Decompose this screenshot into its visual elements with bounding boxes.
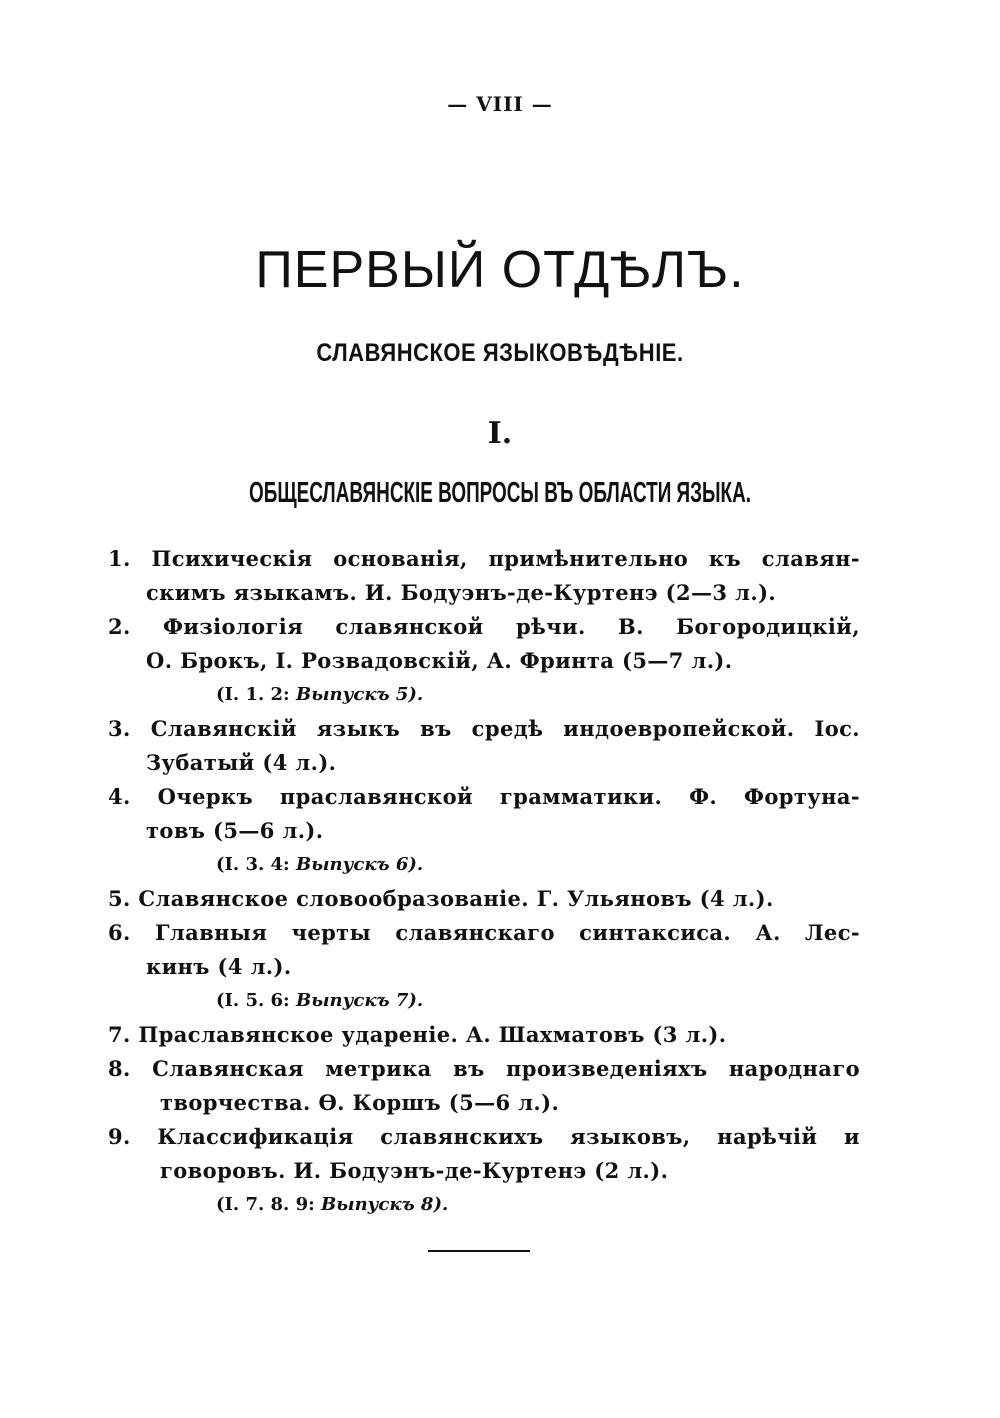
volume-ref-issue: Выпускъ 6). bbox=[295, 854, 424, 875]
entry-line: О. Брокъ, І. Розвадовскій, А. Фринта (5—7 л.). bbox=[146, 648, 733, 673]
volume-reference bbox=[108, 848, 860, 882]
entry-line: 3. Славянскій языкъ въ средѣ индоевропейской. Іос. bbox=[108, 716, 860, 741]
contents-entry bbox=[108, 882, 860, 916]
entry-line: 9. Классификація славянскихъ языковъ, нарѣчій и bbox=[108, 1124, 860, 1149]
volume-ref-issue: Выпускъ 5). bbox=[295, 684, 424, 705]
entry-line: Зубатый (4 л.). bbox=[146, 750, 337, 775]
entry-line: товъ (5—6 л.). bbox=[146, 818, 324, 843]
entry-line: 2. Физіологія славянской рѣчи. В. Богородицкій, bbox=[108, 614, 860, 639]
entry-line: 5. Славянское словообразованіе. Г. Ульяновъ (4 л.). bbox=[108, 886, 774, 911]
entry-line: кинъ (4 л.). bbox=[146, 954, 292, 979]
contents-entry bbox=[108, 542, 860, 610]
volume-reference bbox=[108, 1188, 860, 1222]
volume-ref-issue: Выпускъ 7). bbox=[295, 990, 424, 1011]
contents-entry bbox=[108, 1052, 860, 1120]
contents-entry bbox=[108, 1018, 860, 1052]
entry-line: 6. Главныя черты славянскаго синтаксиса. А. Лес- bbox=[108, 920, 860, 945]
volume-ref-issue: Выпускъ 8). bbox=[321, 1194, 449, 1215]
entry-line: говоровъ. И. Бодуэнъ-де-Куртенэ (2 л.). bbox=[160, 1158, 669, 1183]
entry-line: 7. Праславянское удареніе. А. Шахматовъ (3 л.). bbox=[108, 1022, 727, 1047]
entry-line: 8. Славянская метрика въ произведеніяхъ народнаго bbox=[108, 1056, 860, 1081]
contents-entry bbox=[108, 610, 860, 712]
volume-ref-label: (I. 3. 4: bbox=[216, 854, 290, 875]
contents-entry bbox=[108, 712, 860, 780]
contents-entry bbox=[108, 780, 860, 882]
entry-line: скимъ языкамъ. И. Бодуэнъ-де-Куртенэ (2—3 л.). bbox=[146, 580, 777, 605]
volume-ref-label: (I. 5. 6: bbox=[216, 990, 290, 1011]
entry-line: 4. Очеркъ праславянской грамматики. Ф. Фортуна- bbox=[108, 784, 860, 809]
section-number: I. bbox=[487, 416, 513, 451]
contents-entry bbox=[108, 916, 860, 1018]
closing-rule bbox=[428, 1250, 530, 1252]
volume-reference bbox=[108, 984, 860, 1018]
section-title: ОБЩЕСЛАВЯНСКІЕ ВОПРОСЫ ВЪ ОБЛАСТИ ЯЗЫКА. bbox=[249, 476, 751, 509]
volume-ref-label: (I. 1. 2: bbox=[216, 684, 290, 705]
volume-ref-label: (I. 7. 8. 9: bbox=[216, 1194, 315, 1215]
contents-entry bbox=[108, 1120, 860, 1222]
entry-line: 1. Психическія основанія, примѣнительно къ славян- bbox=[108, 546, 860, 571]
part-subtitle: СЛАВЯНСКОЕ ЯЗЫКОВѢДѢНІЕ. bbox=[316, 338, 684, 367]
contents-list bbox=[108, 542, 860, 1222]
page-number: — VIII — bbox=[447, 92, 553, 116]
volume-reference bbox=[108, 678, 860, 712]
entry-line: творчества. Ѳ. Коршъ (5—6 л.). bbox=[160, 1090, 560, 1115]
part-title: ПЕРВЫЙ ОТДѢЛЪ. bbox=[255, 241, 745, 299]
